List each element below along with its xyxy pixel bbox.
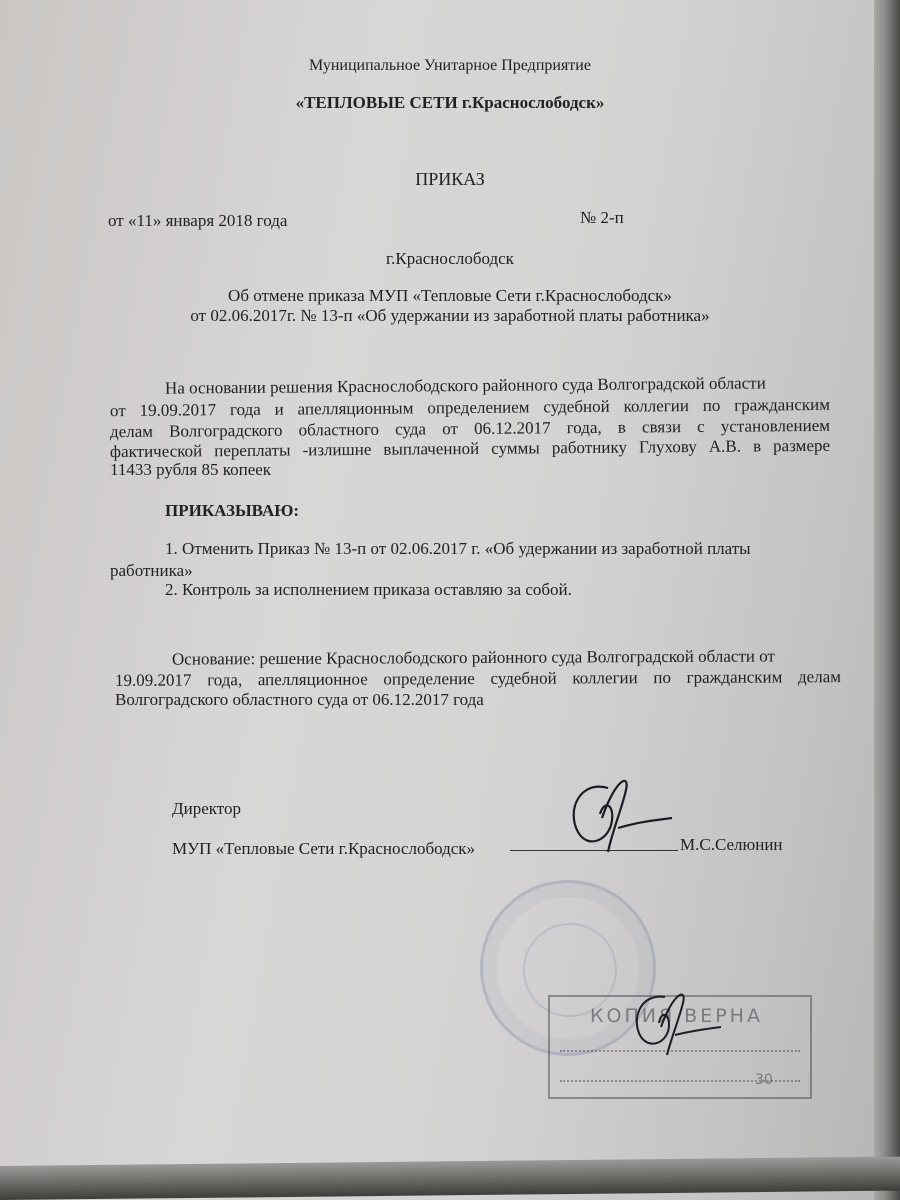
subject-line-1: Об отмене приказа МУП «Тепловые Сети г.Краснослободск» bbox=[228, 286, 672, 305]
basis-line-1: Основание: решение Краснослободского районного суда Волгоградской области от bbox=[171, 646, 775, 669]
decree-item-1-line-1: 1. Отменить Приказ № 13-п от 02.06.2017 г. «Об удержании из заработной платы bbox=[165, 539, 751, 558]
order-title: ПРИКАЗ bbox=[415, 169, 485, 189]
signature-org: МУП «Тепловые Сети г.Краснослободск» bbox=[172, 839, 476, 858]
copy-certified-title: КОПИЯ ВЕРНА bbox=[590, 1005, 763, 1027]
preamble-line-5: 11433 рубля 85 копеек bbox=[110, 460, 272, 479]
preamble-line-1: На основании решения Краснослободского районного суда Волгоградской области bbox=[164, 373, 766, 398]
signature-position: Директор bbox=[172, 799, 241, 818]
paper-edge-right bbox=[874, 0, 900, 1200]
decree-heading: ПРИКАЗЫВАЮ: bbox=[165, 501, 300, 520]
copy-stamp-day: 30 bbox=[755, 1072, 773, 1088]
preamble-line-3: делам Волгоградского областного суда от 06.12.2017 года, в связи с установлением bbox=[109, 415, 831, 442]
preamble-line-2: от 19.09.2017 года и апелляционным определением судебной коллегии по гражданским bbox=[109, 394, 831, 421]
basis-line-2: 19.09.2017 года, апелляционное определение судебной коллегии по гражданским делам bbox=[114, 667, 842, 690]
org-name: «ТЕПЛОВЫЕ СЕТИ г.Краснослободск» bbox=[295, 93, 605, 112]
basis-line-3: Волгоградского областного суда от 06.12.2017 года bbox=[115, 690, 484, 709]
org-type: Муниципальное Унитарное Предприятие bbox=[309, 57, 591, 74]
order-number: № 2-п bbox=[580, 208, 624, 227]
paper-edge-bottom bbox=[0, 1157, 900, 1200]
director-signature bbox=[560, 770, 680, 860]
decree-item-2: 2. Контроль за исполнением приказа оставляю за собой. bbox=[165, 580, 572, 599]
decree-item-1-line-2: работника» bbox=[110, 561, 193, 580]
subject-line-2: от 02.06.2017г. № 13-п «Об удержании из заработной платы работника» bbox=[190, 306, 710, 325]
signature-name: М.С.Селюнин bbox=[680, 835, 783, 854]
preamble-line-4: фактической переплаты -излишне выплаченной суммы работнику Глухову А.В. в размере bbox=[109, 435, 831, 462]
order-date: от «11» января 2018 года bbox=[108, 211, 288, 230]
copy-signature bbox=[625, 985, 725, 1065]
order-city: г.Краснослободск bbox=[386, 249, 514, 268]
